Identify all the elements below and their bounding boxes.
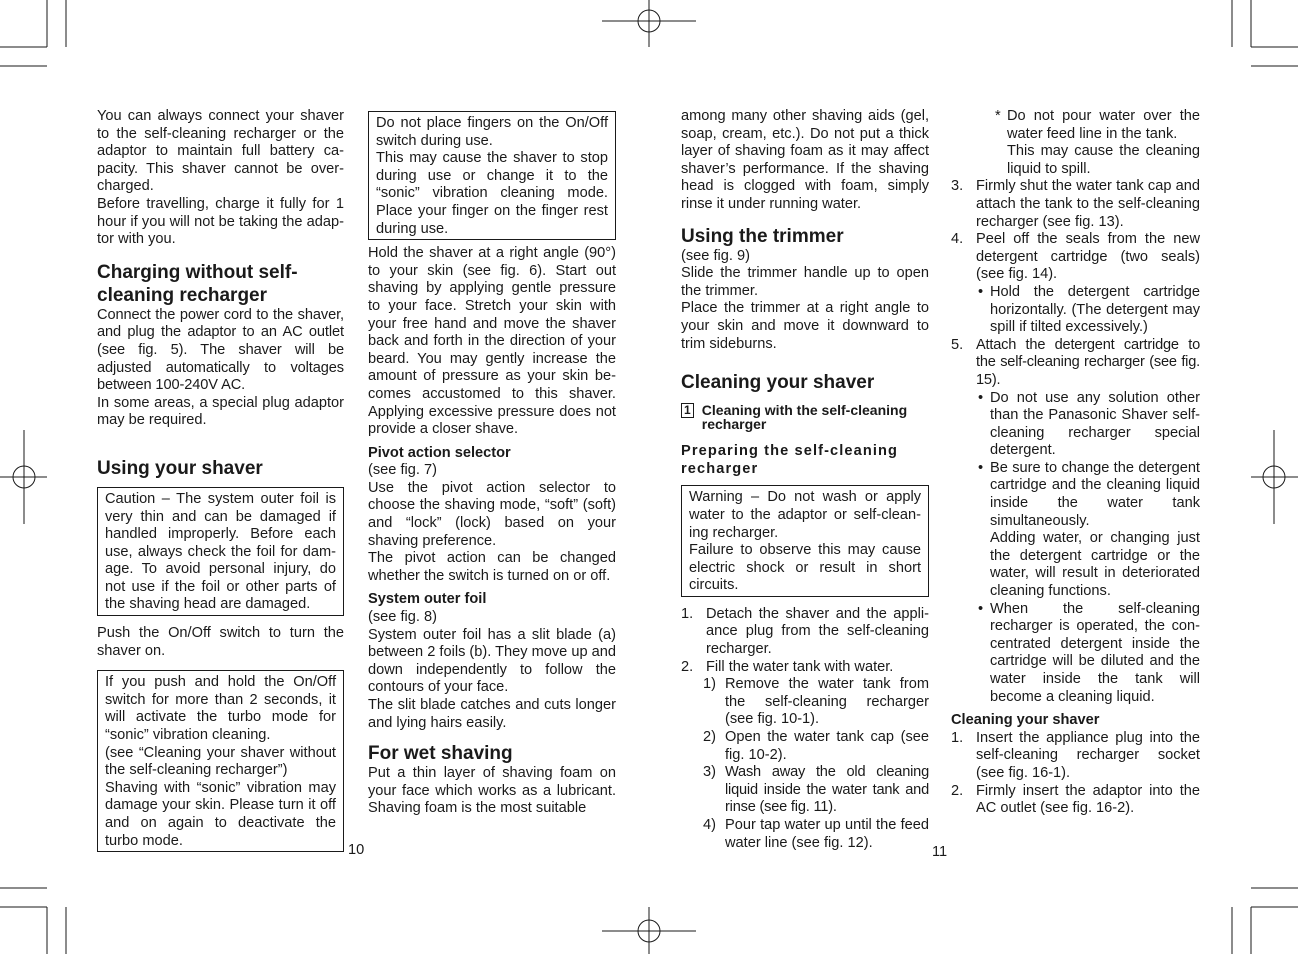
charging-paragraph-1: Connect the power cord to the shaver, and plug the adaptor to an AC outlet (see fig. 5). The shaver will be adjusted automatically to voltages between 100-240V AC. (97, 306, 344, 394)
item-text: Attach the detergent cartridge to the self-cleaning recharger (see fig. 15). (976, 336, 1200, 388)
item-text: Open the water tank cap (see fig. 10-2). (725, 729, 929, 763)
list-item (681, 764, 929, 817)
column-3 (681, 108, 929, 852)
wet-shaving-heading: For wet shaving (368, 743, 513, 765)
using-heading: Using your shaver (97, 457, 263, 479)
item-text: Be sure to change the detergent cartridge and the cleaning liquid inside the water tank simultaneously. (990, 459, 1200, 529)
pivot-paragraph-2: The pivot action can be changed whether the switch is turned on or off. (368, 550, 616, 584)
item-text-extra: Adding water, or changing just the detergent cartridge or the water, will result in deteriorated cleaning functions. (990, 530, 1200, 600)
preparing-steps (681, 606, 929, 676)
note-paragraph-1: Do not pour water over the water feed line in the tank. (1007, 108, 1200, 142)
list-item (681, 606, 929, 659)
list-item (681, 729, 929, 764)
turbo-box (97, 670, 344, 852)
preparing-heading: Preparing the self-cleaning recharger (681, 443, 899, 477)
column-4 (951, 108, 1200, 818)
preparing-step-5 (951, 337, 1200, 390)
item5-bullets (951, 390, 1200, 707)
item-text: Wash away the old cleaning liquid inside the water tank and rinse (see fig. 11). (725, 764, 929, 816)
turbo-paragraph-1: If you push and hold the On/Off switch for more than 2 seconds, it will activate the turbo mode for “sonic” vibration cleaning. (105, 674, 336, 744)
item-number: 2. (951, 782, 964, 799)
fill-substeps (681, 676, 929, 852)
turbo-paragraph-3: Shaving with “sonic” vibration may damage your skin. Please turn it off and on again to deactivate the turbo mode. (105, 779, 336, 849)
item-number: 1. (681, 605, 694, 622)
warning-box (681, 485, 929, 597)
item-text: Peel off the seals from the new detergent cartridge (two seals) (see fig. 14). (976, 231, 1200, 283)
item-text: Remove the water tank from the self-cleaning recharger (see fig. 10-1). (725, 676, 929, 728)
note-asterisk: * (995, 108, 1001, 124)
item-text: Do not use any solution other than the Panasonic Shaver self-cleaning recharger special detergent. (990, 389, 1200, 459)
trimmer-fig: (see fig. 9) (681, 247, 750, 264)
cleaning-steps (951, 730, 1200, 818)
preparing-steps-continued (951, 178, 1200, 284)
list-item (951, 231, 1200, 284)
pivot-fig: (see fig. 7) (368, 462, 437, 479)
caution-box (97, 487, 344, 616)
push-paragraph: Push the On/Off switch to turn the shaver on. (97, 625, 344, 659)
bullet: • (978, 600, 984, 617)
item-number: 3. (951, 178, 964, 195)
foil-heading: System outer foil (368, 591, 487, 608)
step-number-badge: 1 (681, 403, 694, 418)
column-2 (368, 108, 616, 818)
warning-paragraph-2: Failure to observe this may cause electric shock or result in short circuits. (689, 542, 921, 594)
step-title-text: Cleaning with the self-cleaning recharger (701, 402, 908, 433)
caution-text: Caution – The system outer foil is very thin and can be damaged if handled improperly. Before each use, always check the foil for damage. To avoid personal injury, do not use if the foil or other parts of the shaving head are damaged. (105, 490, 336, 613)
pivot-paragraph-1: Use the pivot action selector to choose the shaving mode, “soft” (soft) and “lock” (lock) based on your shaving preference. (368, 479, 616, 549)
item-text: Insert the appliance plug into the self-cleaning recharger socket (see fig. 16-1). (976, 729, 1200, 781)
wet-shaving-paragraph: Put a thin layer of shaving foam on your face which works as a lubricant. Shaving foam is the most suitable (368, 765, 616, 817)
list-item (951, 178, 1200, 231)
warning-paragraph-1: Warning – Do not wash or apply water to the adaptor or self-cleaning recharger. (689, 489, 921, 541)
item-text: Detach the shaver and the appliance plug from the self-cleaning recharger. (706, 605, 929, 658)
list-item (951, 730, 1200, 783)
item-text: Fill the water tank with water. (706, 658, 894, 675)
item-number: 4. (951, 231, 964, 248)
list-item (951, 460, 1200, 601)
fingers-paragraph-2: This may cause the shaver to stop during use or change it to the “sonic” vibration cleaning mode. Place your finger on the finger rest during use. (376, 150, 608, 237)
foil-paragraph-2: The slit blade catches and cuts longer and lying hairs easily. (368, 697, 616, 731)
trimmer-heading: Using the trimmer (681, 225, 844, 247)
list-item (951, 284, 1200, 337)
intro-paragraph-2: Before travelling, charge it fully for 1 hour if you will not be taking the adaptor with you. (97, 195, 344, 248)
list-item (951, 337, 1200, 390)
item-number: 5. (951, 336, 964, 353)
item-number: 4) (703, 817, 716, 833)
item4-bullets (951, 284, 1200, 337)
trimmer-paragraph-2: Place the trimmer at a right angle to your skin and move it downward to trim sideburns. (681, 300, 929, 352)
column-1 (97, 108, 344, 852)
bullet: • (978, 389, 984, 406)
note-paragraph-2: This may cause the cleaning liquid to spill. (1007, 143, 1200, 177)
page-number-left: 10 (348, 842, 365, 858)
item-number: 1. (951, 729, 964, 746)
item-text: When the self-cleaning recharger is operated, the concentrated detergent inside the cartridge will be diluted and the water inside the tank will become a cleaning liquid. (990, 600, 1200, 705)
item-text: Firmly insert the adaptor into the AC outlet (see fig. 16-2). (976, 782, 1200, 817)
charging-paragraph-2: In some areas, a special plug adaptor may be required. (97, 394, 344, 429)
charging-heading: Charging without self-cleaning recharger (97, 261, 298, 306)
cleaning-heading: Cleaning your shaver (681, 372, 875, 394)
item-text: Pour tap water up until the feed water line (see fig. 12). (725, 817, 929, 851)
foil-fig: (see fig. 8) (368, 609, 437, 626)
water-note (951, 108, 1200, 178)
list-item (951, 601, 1200, 707)
bullet: • (978, 283, 984, 300)
fingers-paragraph-1: Do not place fingers on the On/Off switch during use. (376, 115, 608, 149)
bullet: • (978, 459, 984, 476)
item-number: 3) (703, 764, 716, 781)
item-text: Firmly shut the water tank cap and attach the tank to the self-cleaning recharger (see fig. 13). (976, 178, 1200, 230)
list-item (681, 659, 929, 677)
item-number: 1) (703, 676, 716, 693)
pivot-heading: Pivot action selector (368, 444, 511, 461)
trimmer-paragraph-1: Slide the trimmer handle up to open the trimmer. (681, 265, 929, 299)
step-1-title (681, 403, 929, 431)
list-item (681, 676, 929, 729)
list-item (951, 390, 1200, 460)
page-number-right: 11 (932, 844, 948, 860)
hold-paragraph: Hold the shaver at a right angle (90°) to your skin (see fig. 6). Start out shaving by applying gentle pressure to your face. Stretch your skin with your free hand and move the shaver back and forth in the direction of your beard. You may gently increase the amount of pressure as your skin becomes accustomed to this shaver. Applying excessive pressure does not provide a closer shave. (368, 245, 616, 438)
turbo-paragraph-2: (see “Cleaning your shaver without the self-cleaning recharger”) (105, 744, 336, 779)
fingers-box (368, 111, 616, 240)
continued-paragraph: among many other shaving aids (gel, soap, cream, etc.). Do not put a thick layer of shaving foam as it may affect shaver’s performance. If the shaving head is clogged with foam, simply rinse it under running water. (681, 108, 929, 212)
intro-paragraph-1: You can always connect your shaver to the self-cleaning recharger or the adaptor to maintain full battery capacity. This shaver cannot be overcharged. (97, 108, 344, 195)
cleaning-subheading: Cleaning your shaver (951, 712, 1100, 729)
item-text: Hold the detergent cartridge horizontally. (The detergent may spill if tilted excessively.) (990, 283, 1200, 336)
list-item (681, 817, 929, 852)
list-item (951, 783, 1200, 818)
item-number: 2) (703, 729, 716, 746)
foil-paragraph-1: System outer foil has a slit blade (a) between 2 foils (b). They move up and down independently to follow the contours of your face. (368, 626, 616, 696)
item-number: 2. (681, 658, 694, 675)
